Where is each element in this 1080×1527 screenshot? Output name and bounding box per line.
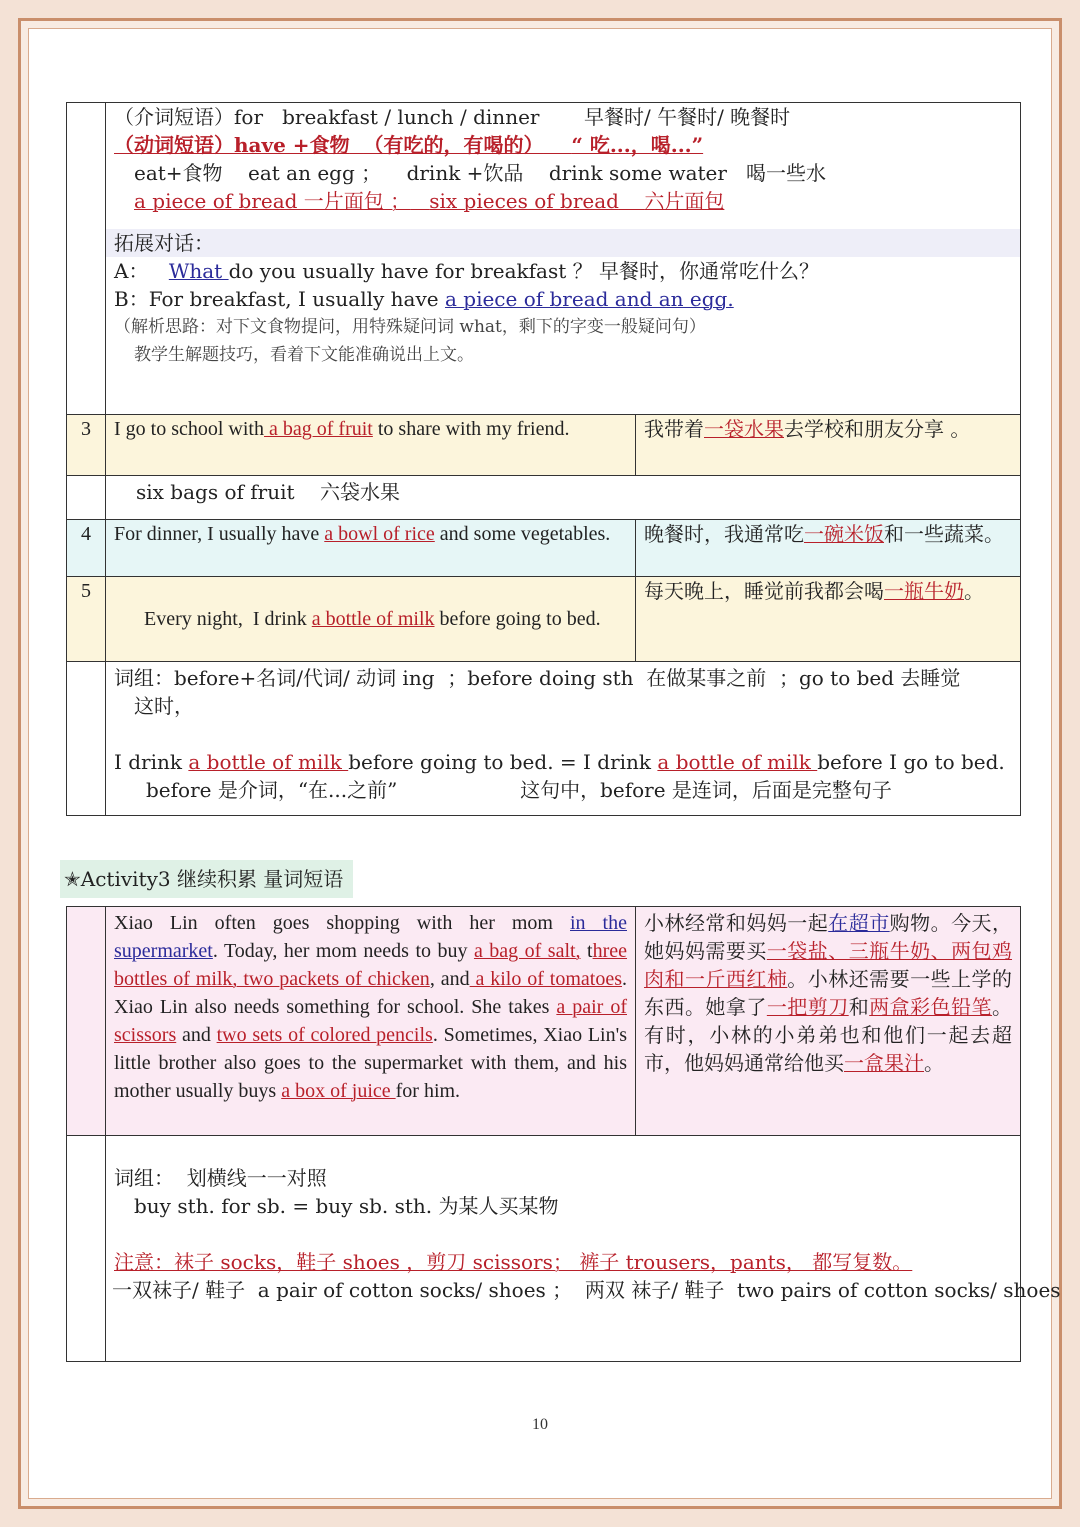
activity-3-header: ✭Activity3 继续积累 量词短语 [60, 860, 353, 898]
underlined-phrase: two sets of colored pencils [216, 1024, 433, 1046]
note-line: buy sth. for sb. = buy sb. sth. 为某人买某物 [134, 1194, 559, 1218]
note-line: a piece of bread 一片面包 ； six pieces of bread 六片面包 [134, 189, 725, 213]
note-line: 词组： 划横线一一对照 [114, 1166, 327, 1190]
grammar-notes-cell [106, 662, 1021, 816]
note-line: eat+食物 eat an egg ； drink +饮品 drink some water 喝一些水 [134, 161, 827, 185]
passage-text: 和 [848, 995, 870, 1019]
passage-text: for him. [395, 1080, 461, 1102]
row-number-cell [67, 103, 106, 415]
underlined-phrase: in the supermarket [114, 912, 627, 962]
passage-text: , and [429, 968, 470, 990]
row-number-cell [67, 1136, 106, 1362]
underlined-phrase: hree bottles of milk, two packets of chicken [114, 940, 628, 990]
underlined-phrase: a pair of scissors [114, 996, 627, 1046]
note-line: 词组：before+名词/代词/ 动词 ing ；before doing sth 在做某事之前 ；go to bed 去睡觉 [114, 666, 961, 690]
passage-text: 。小林还需要一些上学的东西。她拿了 [644, 967, 1013, 1019]
underlined-phrase: 在超市 [828, 911, 890, 935]
row-number: 3 [67, 415, 106, 476]
row-number-cell [67, 476, 106, 520]
english-sentence: I go to school with a bag of fruit to share with my friend. [106, 415, 636, 476]
extra-phrase: six bags of fruit 六袋水果 [106, 476, 1021, 520]
chinese-sentence: 晚餐时，我通常吃一碗米饭和一些蔬菜。 [636, 520, 1021, 577]
table-row [67, 577, 1021, 662]
chinese-sentence: 我带着一袋水果去学校和朋友分享 。 [636, 415, 1021, 476]
underlined-phrase: 一袋盐、三瓶牛奶、两包鸡肉和一斤西红柿 [644, 939, 1013, 991]
table-row [67, 103, 1021, 415]
passage-text: and [176, 1024, 217, 1046]
page-number: 10 [532, 1416, 548, 1433]
note-line: （动词短语）have +食物 （有吃的，有喝的） “ 吃...，喝...” [114, 133, 704, 157]
table-row [67, 476, 1021, 520]
row-number: 5 [67, 577, 106, 662]
passage-text: 。 [924, 1051, 944, 1075]
english-passage [106, 907, 636, 1136]
row-number: 4 [67, 520, 106, 577]
note-line: before 是介词，“在...之前” 这句中，before 是连词，后面是完整句子 [146, 778, 892, 802]
extended-dialogue-title: 拓展对话： [106, 229, 1020, 257]
english-sentence: For dinner, I usually have a bowl of rice and some vegetables. [106, 520, 636, 577]
note-line: 这时， [134, 694, 194, 718]
table-row [67, 415, 1021, 476]
chinese-sentence: 每天晚上，睡觉前我都会喝一瓶牛奶。 [636, 577, 1021, 662]
table-row [67, 1136, 1021, 1362]
row-number-cell [67, 662, 106, 816]
passage-text: 。有时，小林的小弟弟也和他们一起去超市，他妈妈通常给他买 [644, 995, 1013, 1075]
underlined-phrase: 一把剪刀 [766, 995, 849, 1019]
underlined-phrase: 两盒彩色铅笔 [869, 995, 993, 1019]
grammar-notes-cell [106, 1136, 1061, 1362]
vocab-table-1 [66, 102, 1021, 816]
passage-text: . Today, her mom needs to buy [212, 940, 474, 962]
note-line: 注意：袜子 socks，鞋子 shoes ，剪刀 scissors； 裤子 trousers，pants， 都写复数。 [114, 1250, 913, 1274]
grammar-notes-cell [106, 103, 1021, 415]
english-sentence: Every night, I drink a bottle of milk before going to bed. [106, 577, 636, 662]
table-row [67, 520, 1021, 577]
table-row [67, 662, 1021, 816]
underlined-phrase: a box of juice [281, 1080, 396, 1102]
underlined-phrase: a bag of salt, [473, 940, 581, 962]
chinese-passage [636, 907, 1021, 1136]
dialogue-line-b: B：For breakfast, I usually have a piece of bread and an egg. [114, 287, 734, 311]
passage-text: . Xiao Lin also needs something for school. She takes [114, 968, 627, 1018]
passage-text: t [580, 940, 593, 962]
note-line: （介词短语）for breakfast / lunch / dinner 早餐时/ 午餐时/ 晚餐时 [114, 105, 791, 129]
note-line: 一双袜子/ 鞋子 a pair of cotton socks/ shoes ； 两双 袜子/ 鞋子 two pairs of cotton socks/ shoes [112, 1278, 1061, 1302]
vocab-table-2 [66, 906, 1061, 1362]
note-line: I drink a bottle of milk before going to bed. = I drink a bottle of milk before I go to bed. [114, 750, 1005, 774]
passage-text: . Sometimes, Xiao Lin's little brother also goes to the supermarket with them, and his mother usually buys [114, 1024, 627, 1102]
dialogue-line-a: A： What do you usually have for breakfast ？ 早餐时，你通常吃什么？ [114, 259, 819, 283]
passage-text: Xiao Lin often goes shopping with her mom [114, 912, 570, 934]
underlined-phrase: a kilo of tomatoes [469, 968, 622, 990]
analysis-note: 教学生解题技巧，看着下文能准确说出上文。 [134, 345, 474, 365]
passage-text: 购物。今天，她妈妈需要买 [644, 911, 1013, 963]
underlined-phrase: 一盒果汁 [844, 1051, 924, 1075]
analysis-note: （解析思路：对下文食物提问，用特殊疑问词 what，剩下的字变一般疑问句） [114, 317, 706, 337]
row-number-cell [67, 907, 106, 1136]
passage-text: 小林经常和妈妈一起 [644, 911, 829, 935]
table-row [67, 907, 1021, 1136]
